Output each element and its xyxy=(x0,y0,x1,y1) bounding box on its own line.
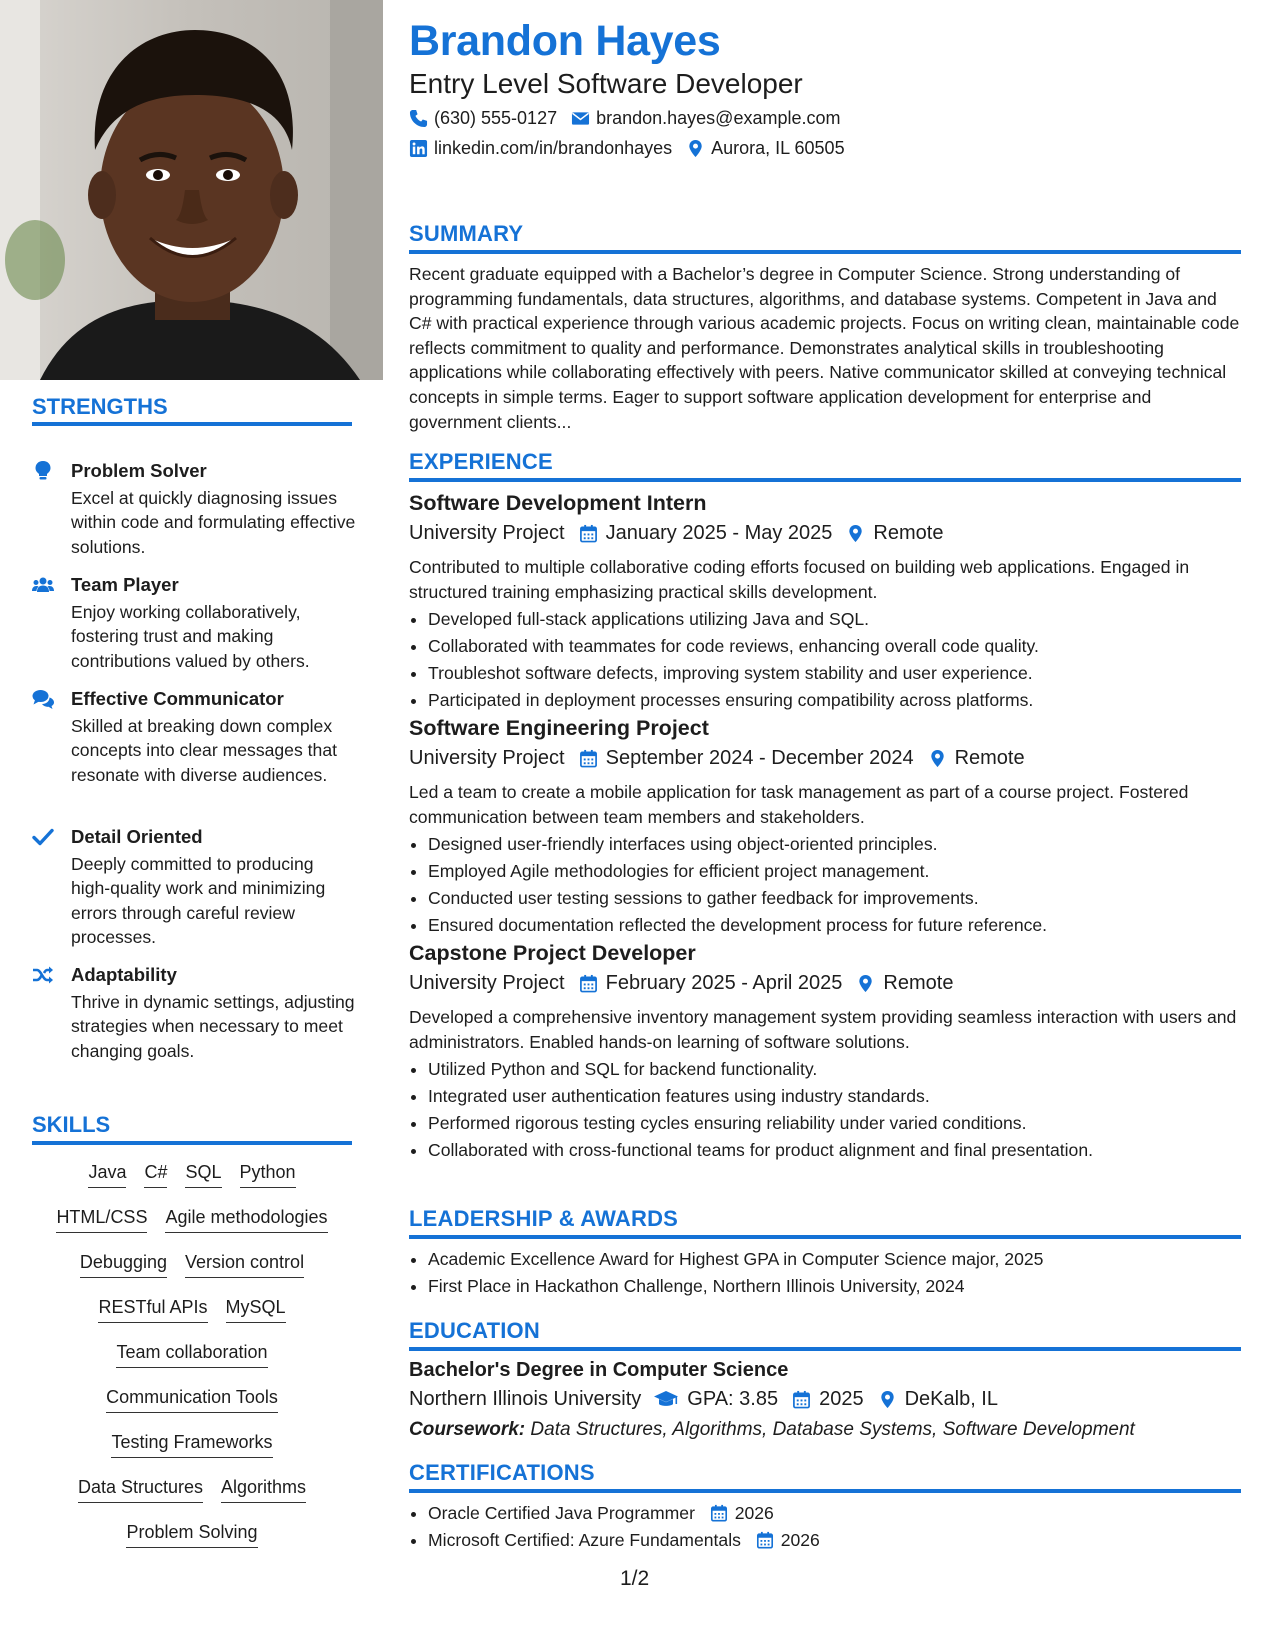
job-entry-title: Software Engineering Project xyxy=(409,716,709,740)
job-entry xyxy=(409,716,1241,939)
leadership-list xyxy=(409,1246,1260,1300)
list-item: • Ensured documentation reflected the development process for future reference. xyxy=(428,912,1241,939)
list-item: • Academic Excellence Award for Highest GPA in Computer Science major, 2025 xyxy=(428,1246,1260,1273)
job-org: University Project xyxy=(409,747,565,769)
job-bullets xyxy=(409,831,1241,939)
summary-text: Recent graduate equipped with a Bachelor’s degree in Computer Science. Strong understanding of programming fundamentals, data structures, algorithms, and database systems. Competent in Java and C# with practical experience through various academic projects. Focus on writing clean, maintainable code reflects commitment to quality and performance. Demonstrates analytical skills in troubleshooting applications while collaborating effectively with peers. Native communicator skilled at conveying technical concepts in simple terms. Eager to support software application development for enterprise and government clients... xyxy=(409,264,1240,432)
list-item: • Utilized Python and SQL for backend functionality. xyxy=(428,1056,1241,1083)
profile-photo xyxy=(0,0,383,380)
envelope-icon xyxy=(571,109,590,128)
coursework-list: Data Structures, Algorithms, Database Systems, Software Development xyxy=(530,1419,1135,1440)
shuffle-icon xyxy=(32,964,54,986)
skill-tag: Algorithms xyxy=(221,1477,306,1503)
users-icon xyxy=(32,574,54,596)
coursework xyxy=(409,1419,1241,1441)
skill-tag: SQL xyxy=(185,1162,221,1188)
list-item: • Designed user-friendly interfaces using object-oriented principles. xyxy=(428,831,1241,858)
strength-title: Adaptability xyxy=(71,964,177,985)
strength-title: Detail Oriented xyxy=(71,826,203,847)
job-description: Contributed to multiple collaborative coding efforts focused on building web applications. Engaged in structured training emphasizing practical skills development. xyxy=(409,557,1190,602)
list-item: • Collaborated with teammates for code reviews, enhancing overall code quality. xyxy=(428,633,1241,660)
skill-row xyxy=(32,1297,352,1342)
strength-text: Excel at quickly diagnosing issues within code and formulating effective solutions. xyxy=(71,488,356,557)
email-item[interactable] xyxy=(571,108,840,129)
gpa: GPA: 3.85 xyxy=(687,1388,779,1410)
map-pin-icon xyxy=(856,974,875,993)
job-org: University Project xyxy=(409,522,565,544)
skills-list xyxy=(32,1162,352,1567)
strength-text: Thrive in dynamic settings, adjusting strategies when necessary to meet changing goals. xyxy=(71,992,355,1061)
linkedin-text[interactable]: linkedin.com/in/brandonhayes xyxy=(434,138,673,158)
calendar-icon xyxy=(579,974,598,993)
job-location: Remote xyxy=(954,747,1025,769)
skill-row xyxy=(32,1432,352,1477)
graduation-cap-icon xyxy=(653,1390,679,1409)
skill-row xyxy=(32,1207,352,1252)
email-text[interactable]: brandon.hayes@example.com xyxy=(596,108,841,128)
map-pin-icon xyxy=(686,139,705,158)
strength-text: Skilled at breaking down complex concepts into clear messages that resonate with diverse audiences. xyxy=(71,716,338,785)
school-location: DeKalb, IL xyxy=(904,1388,998,1410)
phone-item xyxy=(409,108,557,129)
skill-tag: Python xyxy=(240,1162,296,1188)
job-title: Entry Level Software Developer xyxy=(409,68,803,99)
list-item: • First Place in Hackathon Challenge, Northern Illinois University, 2024 xyxy=(428,1273,1260,1300)
contact-row xyxy=(409,108,849,129)
calendar-icon xyxy=(756,1531,774,1549)
list-item: • Developed full-stack applications utilizing Java and SQL. xyxy=(428,606,1241,633)
strengths-rule xyxy=(32,422,352,426)
list-item: • Integrated user authentication features using industry standards. xyxy=(428,1083,1241,1110)
certifications-heading: CERTIFICATIONS xyxy=(409,1460,595,1485)
job-entry-title: Capstone Project Developer xyxy=(409,941,696,965)
education-rule xyxy=(409,1347,1241,1351)
job-entry-title: Software Development Intern xyxy=(409,491,707,515)
skills-rule xyxy=(32,1141,352,1145)
skill-tag: Agile methodologies xyxy=(165,1207,327,1233)
job-bullets xyxy=(409,1056,1241,1164)
education-entry xyxy=(409,1359,1241,1441)
job-entry xyxy=(409,941,1241,1164)
skill-tag: Testing Frameworks xyxy=(111,1432,272,1458)
skill-tag: Problem Solving xyxy=(126,1522,257,1548)
linkedin-item[interactable] xyxy=(409,138,672,159)
job-location: Remote xyxy=(883,972,954,994)
cert-year: 2026 xyxy=(734,1503,774,1523)
skill-tag: Debugging xyxy=(80,1252,167,1278)
skill-tag: Data Structures xyxy=(78,1477,203,1503)
job-dates: September 2024 - December 2024 xyxy=(605,747,914,769)
graduation-year: 2025 xyxy=(819,1388,864,1410)
skill-tag: Team collaboration xyxy=(116,1342,267,1368)
cert-year: 2026 xyxy=(780,1530,820,1550)
summary-rule xyxy=(409,250,1241,254)
skill-row xyxy=(32,1252,352,1297)
skill-tag: Java xyxy=(88,1162,126,1188)
job-description: Developed a comprehensive inventory management system providing seamless interaction with users and administrators. Enabled hands-on learning of software solutions. xyxy=(409,1007,1237,1052)
degree-title: Bachelor's Degree in Computer Science xyxy=(409,1359,789,1381)
job-dates: January 2025 - May 2025 xyxy=(605,522,833,544)
list-item xyxy=(428,1527,1260,1554)
skill-tag: Communication Tools xyxy=(106,1387,278,1413)
list-item xyxy=(428,1500,1260,1527)
calendar-icon xyxy=(579,524,598,543)
skill-tag: MySQL xyxy=(226,1297,286,1323)
map-pin-icon xyxy=(846,524,865,543)
job-description: Led a team to create a mobile application for task management as part of a course project. Fostered communication between team members and stakeholders. xyxy=(409,782,1189,827)
skills-heading: SKILLS xyxy=(32,1112,111,1137)
linkedin-icon xyxy=(409,139,428,158)
leadership-heading: LEADERSHIP & AWARDS xyxy=(409,1206,679,1231)
skill-row xyxy=(32,1477,352,1522)
summary-heading: SUMMARY xyxy=(409,221,524,246)
skill-tag: HTML/CSS xyxy=(56,1207,147,1233)
phone-text: (630) 555-0127 xyxy=(434,108,558,128)
job-location: Remote xyxy=(873,522,944,544)
phone-icon xyxy=(409,109,428,128)
contact-row xyxy=(409,138,853,159)
job-meta xyxy=(409,522,1241,545)
job-entry xyxy=(409,491,1241,714)
sidebar xyxy=(0,0,383,1650)
lightbulb-icon xyxy=(32,460,54,482)
strength-text: Deeply committed to producing high-quality work and minimizing errors through careful review processes. xyxy=(71,854,326,948)
job-dates: February 2025 - April 2025 xyxy=(605,972,843,994)
education-meta xyxy=(409,1388,1241,1411)
certifications-rule xyxy=(409,1489,1241,1493)
list-item: • Collaborated with cross-functional teams for product alignment and final presentation. xyxy=(428,1137,1241,1164)
education-heading: EDUCATION xyxy=(409,1318,540,1343)
skill-row xyxy=(32,1342,352,1387)
leadership-rule xyxy=(409,1235,1241,1239)
list-item: • Participated in deployment processes ensuring compatibility across platforms. xyxy=(428,687,1241,714)
job-meta xyxy=(409,747,1241,770)
experience-rule xyxy=(409,478,1241,482)
strength-title: Effective Communicator xyxy=(71,688,284,709)
job-bullets xyxy=(409,606,1241,714)
skill-row xyxy=(32,1162,352,1207)
checkmark-icon xyxy=(32,826,54,848)
strength-title: Team Player xyxy=(71,574,179,595)
location-text: Aurora, IL 60505 xyxy=(711,138,845,158)
comments-icon xyxy=(32,688,54,710)
coursework-label: Coursework: xyxy=(409,1419,526,1440)
map-pin-icon xyxy=(928,749,947,768)
list-item: • Employed Agile methodologies for efficient project management. xyxy=(428,858,1241,885)
school-name: Northern Illinois University xyxy=(409,1388,642,1410)
strength-title: Problem Solver xyxy=(71,460,207,481)
skill-row xyxy=(32,1522,352,1567)
certifications-list xyxy=(409,1500,1260,1554)
list-item: • Troubleshot software defects, improving system stability and user experience. xyxy=(428,660,1241,687)
calendar-icon xyxy=(579,749,598,768)
skill-tag: RESTful APIs xyxy=(98,1297,207,1323)
cert-name: Microsoft Certified: Azure Fundamentals xyxy=(428,1530,741,1550)
list-item: • Conducted user testing sessions to gather feedback for improvements. xyxy=(428,885,1241,912)
location-item xyxy=(686,138,844,159)
map-pin-icon xyxy=(878,1390,897,1409)
experience-heading: EXPERIENCE xyxy=(409,449,553,474)
strengths-heading: STRENGTHS xyxy=(32,394,168,419)
page-number: 1/2 xyxy=(620,1567,650,1590)
list-item: • Performed rigorous testing cycles ensuring reliability under varied conditions. xyxy=(428,1110,1241,1137)
skill-row xyxy=(32,1387,352,1432)
job-org: University Project xyxy=(409,972,565,994)
job-meta xyxy=(409,972,1241,995)
skill-tag: Version control xyxy=(185,1252,304,1278)
calendar-icon xyxy=(710,1504,728,1522)
calendar-icon xyxy=(792,1390,811,1409)
skill-tag: C# xyxy=(144,1162,167,1188)
cert-name: Oracle Certified Java Programmer xyxy=(428,1503,695,1523)
candidate-name: Brandon Hayes xyxy=(409,17,721,65)
strength-text: Enjoy working collaboratively, fostering trust and making contributions valued by others. xyxy=(71,602,310,671)
